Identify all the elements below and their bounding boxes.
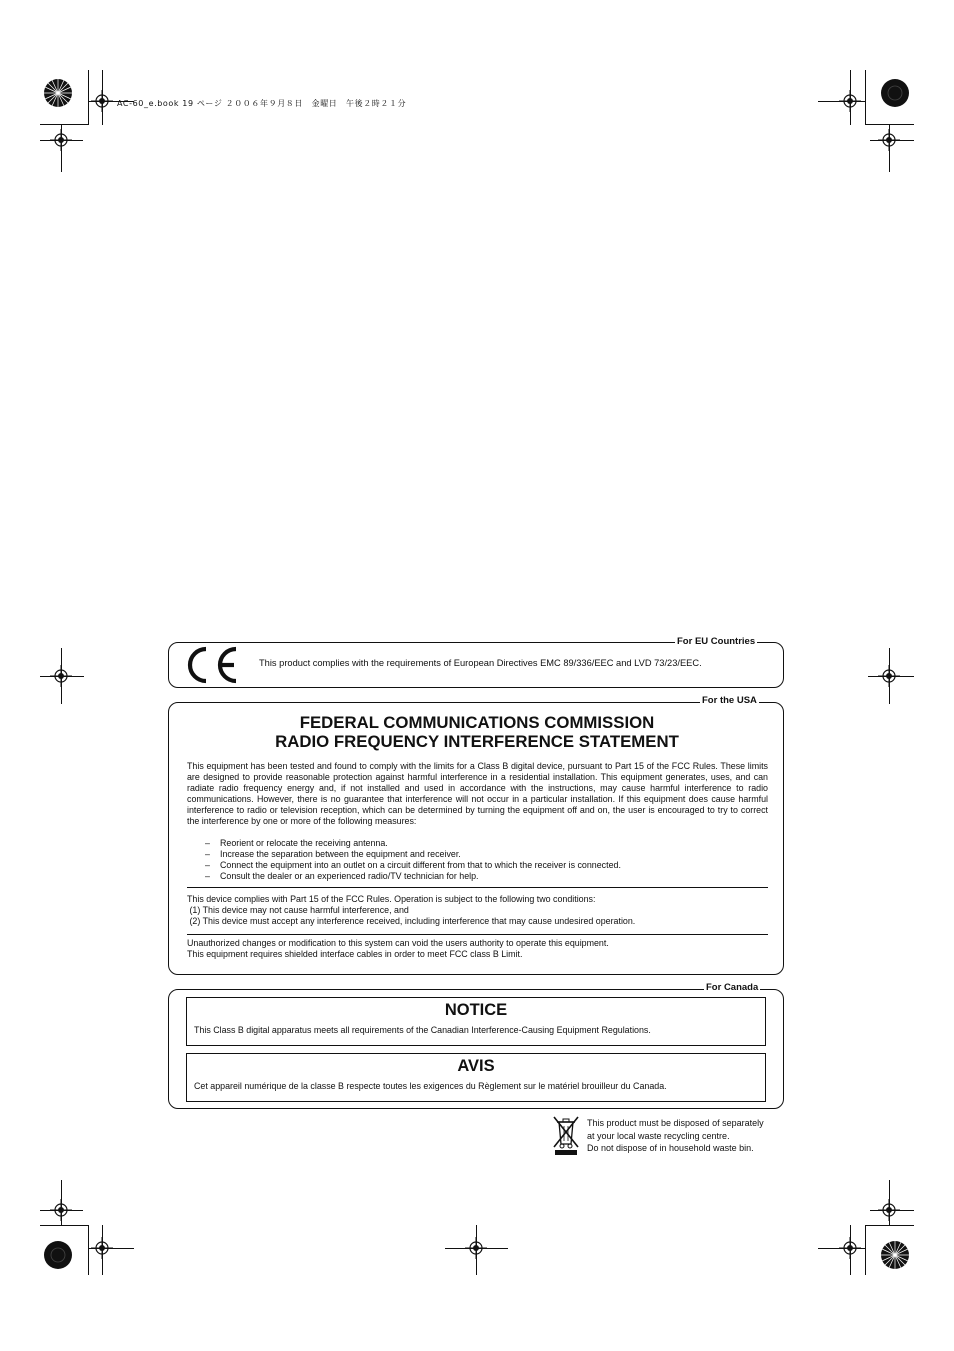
avis-box — [186, 1053, 766, 1102]
canada-section-tag: For Canada — [706, 982, 759, 993]
list-item: – Reorient or relocate the receiving antenna. — [205, 838, 388, 848]
registration-mark-icon — [50, 1199, 72, 1221]
registration-mark-icon — [50, 665, 72, 687]
registration-mark-icon — [878, 1199, 900, 1221]
registration-mark-icon — [839, 90, 861, 112]
registration-mark-icon — [50, 129, 72, 151]
avis-text: Cet appareil numérique de la classe B respecte toutes les exigences du Règlement sur le matériel brouilleur du Canada. — [194, 1081, 667, 1091]
notice-title: NOTICE — [444, 1001, 508, 1019]
starburst-target-icon — [43, 1240, 73, 1270]
fcc-closing: Unauthorized changes or modification to this system can void the users authority to operate this equipment. This equipment requires shielded interface cables in order to meet FCC class B Limit. — [187, 938, 609, 959]
disposal-notice: This product must be disposed of separately at your local waste recycling centre. Do not dispose of in household waste bin. — [587, 1118, 764, 1153]
divider — [187, 934, 768, 935]
print-header: AC-60_e.book 19 ページ ２００６年９月８日 金曜日 午後２時２１分 — [117, 99, 407, 108]
part15-conditions: This device complies with Part 15 of the FCC Rules. Operation is subject to the following two conditions: (1) This device may not cause harmful interference, and (2) This device must accept any interference received, including interference that may cause undesired operation. — [187, 894, 636, 926]
registration-mark-icon — [91, 1237, 113, 1259]
registration-mark-icon — [91, 90, 113, 112]
starburst-target-icon — [880, 1240, 910, 1270]
list-item: – Consult the dealer or an experienced radio/TV technician for help. — [205, 871, 479, 881]
registration-mark-icon — [878, 665, 900, 687]
list-item: – Increase the separation between the equipment and receiver. — [205, 849, 461, 859]
notice-box — [186, 997, 766, 1046]
starburst-target-icon — [43, 78, 73, 108]
ce-mark-icon — [184, 645, 240, 685]
registration-mark-icon — [878, 129, 900, 151]
usa-section-tag: For the USA — [702, 695, 757, 706]
fcc-paragraph: This equipment has been tested and found to comply with the limits for a Class B digital device, pursuant to Part 15 of the FCC Rules. These limits are designed to provide reasonable protection against harmful interference in a residential installation. This equipment generates, uses, and can radiate radio frequency energy and, if not installed and used in accordance with the instructions, may cause harmful interference to radio communications. However, there is no guarantee that interference will not occur in a particular installation. If this equipment does cause harmful interference to radio or television reception, which can be determined by turning the equipment off and on, the user is encouraged to try to correct the interference by one or more of the following measures: — [187, 761, 768, 826]
avis-title: AVIS — [457, 1057, 495, 1075]
list-item: – Connect the equipment into an outlet on a circuit different from that to which the receiver is connected. — [205, 860, 621, 870]
registration-mark-icon — [839, 1237, 861, 1259]
fcc-measures-list — [205, 838, 621, 882]
fcc-title-line-2: RADIO FREQUENCY INTERFERENCE STATEMENT — [275, 732, 679, 751]
eu-compliance-text: This product complies with the requirements of European Directives EMC 89/336/EEC and LVD 73/23/EEC. — [259, 658, 702, 668]
crossed-bin-icon — [552, 1114, 580, 1156]
notice-text: This Class B digital apparatus meets all requirements of the Canadian Interference-Causing Equipment Regulations. — [194, 1025, 651, 1035]
registration-mark-icon — [465, 1237, 487, 1259]
eu-section-tag: For EU Countries — [677, 636, 756, 647]
divider — [187, 887, 768, 888]
fcc-title — [170, 713, 784, 751]
starburst-target-icon — [880, 78, 910, 108]
fcc-title-line-1: FEDERAL COMMUNICATIONS COMMISSION — [299, 713, 655, 732]
